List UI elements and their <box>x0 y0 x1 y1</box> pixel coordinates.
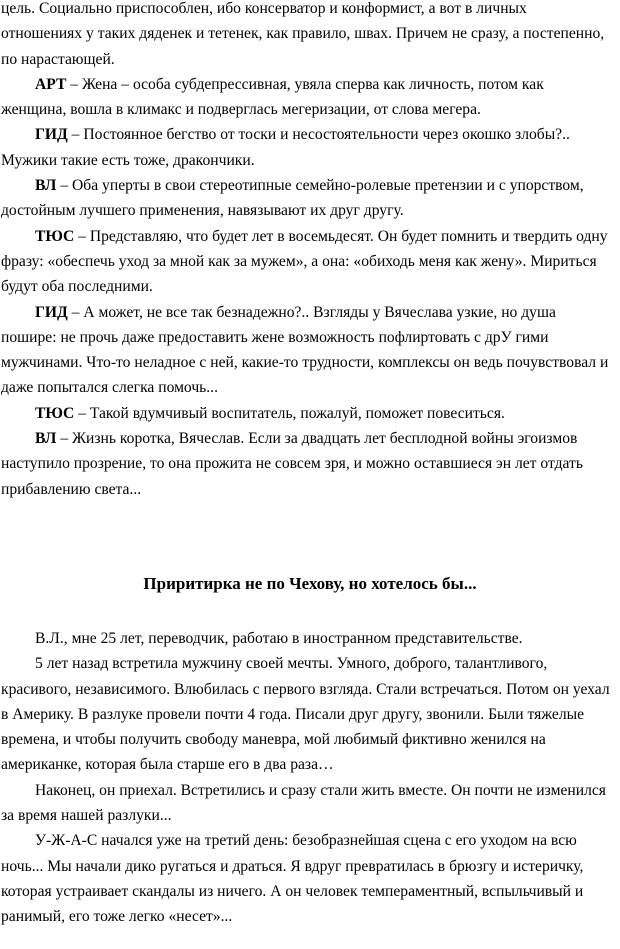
paragraph-line: которая устраивает скандалы из ничего. А он человек темпераментный, вспыльчивый и <box>1 882 584 900</box>
paragraph-line: Наконец, он приехал. Встретились и сразу стали жить вместе. Он почти не изменился <box>35 781 606 799</box>
dialogue-text: – Представляю, что будет лет в восемьдесят. Он будет помнить и твердить одну <box>74 227 608 245</box>
speaker-name: ВЛ <box>35 177 57 195</box>
dialogue-line <box>0 300 620 325</box>
dialogue-line <box>0 224 620 249</box>
paragraph-line: прибавлению света... <box>1 480 142 498</box>
paragraph-line: пошире: не прочь даже предоставить жене возможность пофлиртовать с дрУ гими <box>1 328 549 346</box>
dialogue-text: – А может, не все так безнадежно?.. Взгляды у Вячеслава узкие, но душа <box>67 303 556 321</box>
paragraph-line: Мужики такие есть тоже, дракончики. <box>1 151 255 169</box>
dialogue-text: – Постоянное бегство от тоски и несостоятельности через окошко злобы?.. <box>67 126 570 144</box>
dialogue-text: – Такой вдумчивый воспитатель, пожалуй, поможет повеситься. <box>74 404 505 422</box>
dialogue-line <box>0 173 620 198</box>
section-heading: Приритирка не по Чехову, но хотелось бы... <box>143 574 477 593</box>
dialogue-line <box>0 426 620 451</box>
paragraph-line: 5 лет назад встретила мужчину своей мечты. Умного, доброго, талантливого, <box>35 655 548 673</box>
speaker-name: ГИД <box>35 126 68 144</box>
speaker-name: ТЮС <box>35 404 75 422</box>
paragraph-line: американке, которая была старше его в два раза… <box>1 756 334 774</box>
paragraph-line: ночь... Мы начали дико ругаться и драться. Я вдруг превратилась в брюзгу и истеричку, <box>1 857 584 875</box>
paragraph-line: женщина, вошла в климакс и подверглась мегеризации, от слова мегера. <box>1 101 481 119</box>
speaker-name: АРТ <box>35 75 67 93</box>
dialogue-line <box>0 401 620 426</box>
paragraph-line: даже попытался слегка помочь... <box>1 379 218 397</box>
paragraph-line: У-Ж-А-С начался уже на третий день: безобразнейшая сцена с его уходом на всю <box>35 832 577 850</box>
paragraph-line: времена, и чтобы получить свободу маневра, мой любимый фиктивно женился на <box>1 731 546 749</box>
speaker-name: ГИД <box>35 303 68 321</box>
paragraph-line: отношениях у таких дяденек и тетенек, как правило, швах. Причем не сразу, а постепенно, <box>1 25 605 43</box>
dialogue-line <box>0 122 620 147</box>
paragraph-line: достойным лучшего применения, навязывают их друг другу. <box>1 202 404 220</box>
paragraph-line: ранимый, его тоже легко «несет»... <box>1 908 233 926</box>
paragraph-line: наступило прозрение, то она прожита не совсем зря, и можно оставшиеся эн лет отдать <box>1 455 583 473</box>
paragraph-line: по нарастающей. <box>1 50 115 68</box>
paragraph-line: В.Л., мне 25 лет, переводчик, работаю в иностранном представительстве. <box>35 630 523 647</box>
letter-section <box>0 626 620 930</box>
dialogue-text: – Жена – особа субдепрессивная, увяла сперва как личность, потом как <box>66 75 544 93</box>
dialogue-text: – Оба уперты в свои стереотипные семейно-ролевые претензии и с упорством, <box>56 177 584 195</box>
paragraph-line: цель. Социально приспособлен, ибо консерватор и конформист, а вот в личных <box>1 0 527 17</box>
dialogue-text: – Жизнь коротка, Вячеслав. Если за двадцать лет бесплодной войны эгоизмов <box>56 430 578 448</box>
paragraph-line: мужчинами. Что-то неладное с ней, какие-то трудности, комплексы он ведь почувствовал и <box>1 354 609 372</box>
paragraph-line: фразу: «обеспечь уход за мной как за мужем», а она: «обиходь меня как жену». Мириться <box>1 252 597 270</box>
paragraph-line: красивого, независимого. Влюбилась с первого взгляда. Стали встречаться. Потом он уехал <box>1 680 610 698</box>
speaker-name: ТЮС <box>35 227 75 245</box>
speaker-name: ВЛ <box>35 430 57 448</box>
paragraph-line: будут оба последними. <box>1 278 153 296</box>
paragraph-line: в Америку. В разлуке провели почти 4 года. Писали друг другу, звонили. Были тяжелые <box>1 705 585 723</box>
paragraph-line: за время нашей разлуки... <box>1 807 172 825</box>
dialogue-line <box>0 72 620 97</box>
